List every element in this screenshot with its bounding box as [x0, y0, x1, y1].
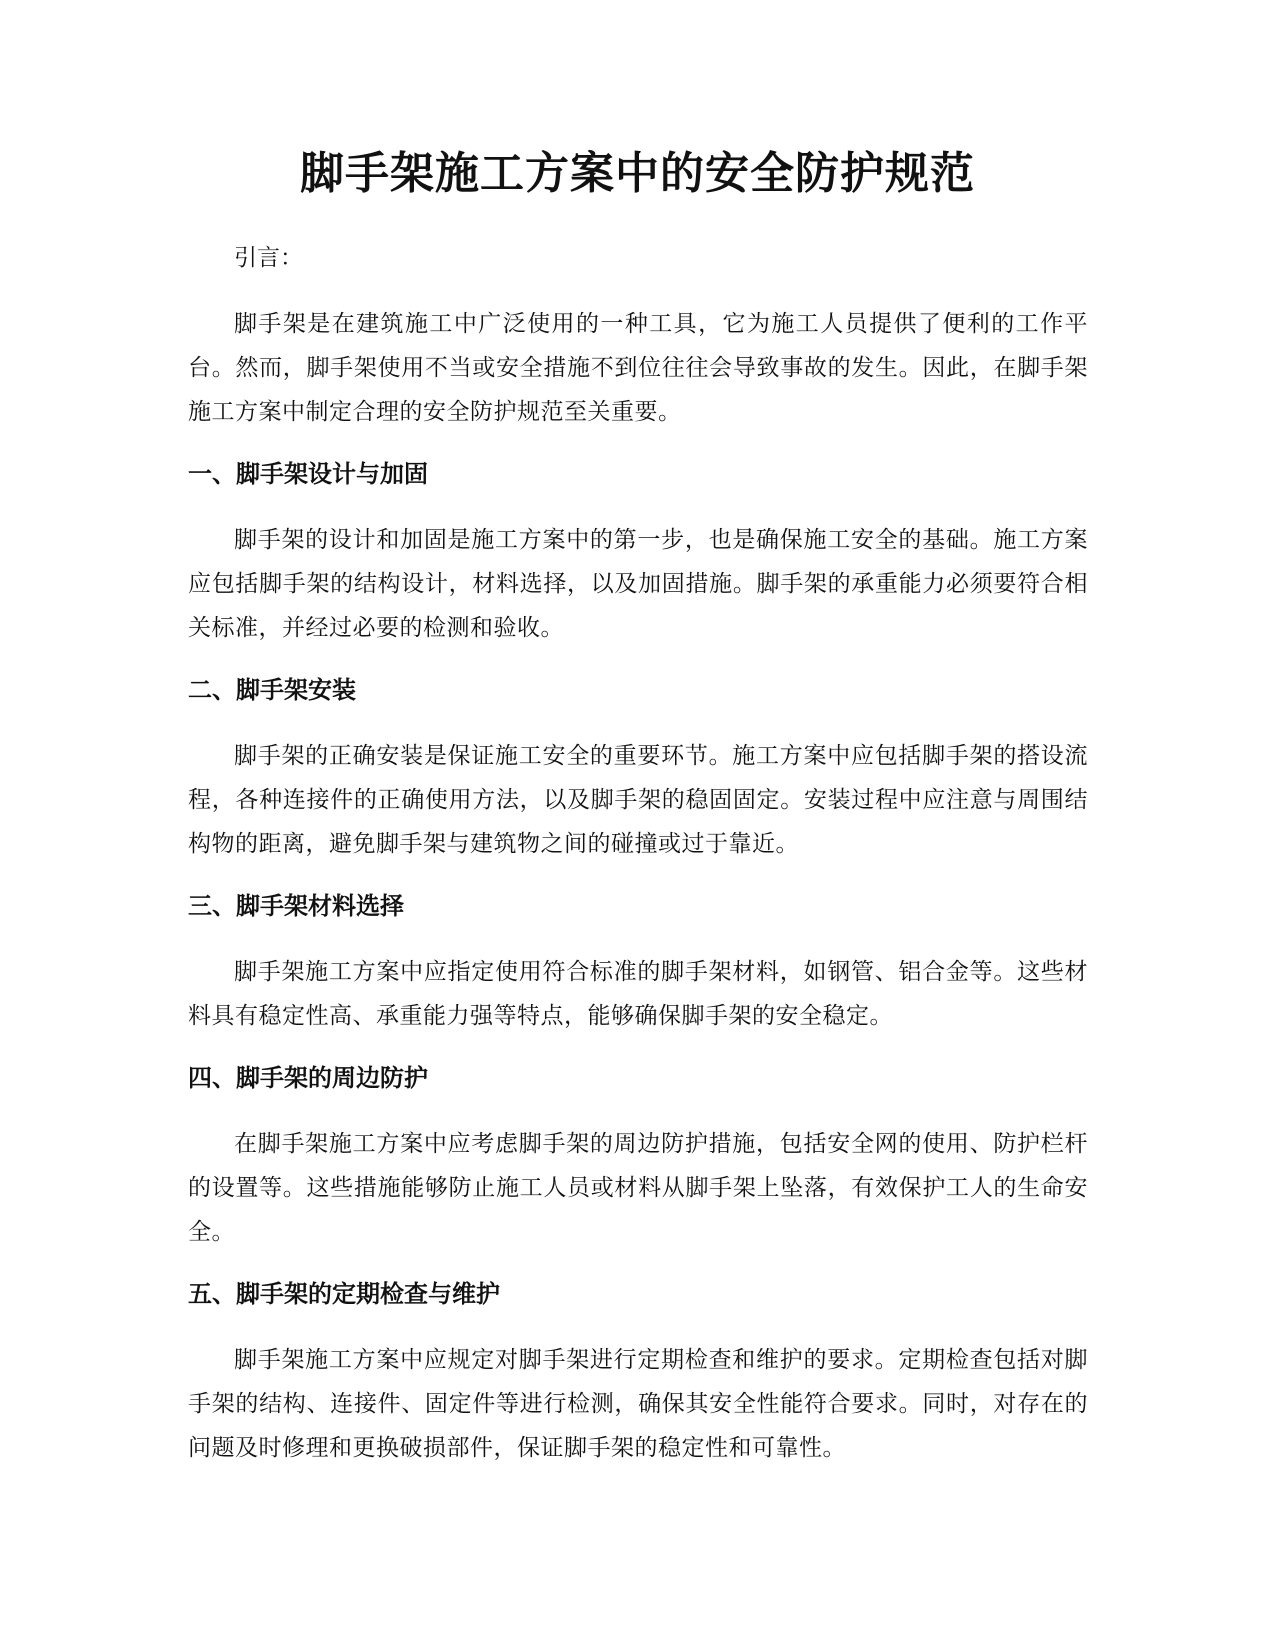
section-body-1: 脚手架的设计和加固是施工方案中的第一步，也是确保施工安全的基础。施工方案应包括脚手架的结构设计，材料选择，以及加固措施。脚手架的承重能力必须要符合相关标准，并经过必要的检测和验收。 — [188, 527, 1088, 641]
section-body-5: 脚手架施工方案中应规定对脚手架进行定期检查和维护的要求。定期检查包括对脚手架的结构、连接件、固定件等进行检测，确保其安全性能符合要求。同时，对存在的问题及时修理和更换破损部件，保证脚手架的稳定性和可靠性。 — [188, 1347, 1088, 1461]
document-body — [188, 236, 1088, 1490]
section-body-3: 脚手架施工方案中应指定使用符合标准的脚手架材料，如钢管、铝合金等。这些材料具有稳定性高、承重能力强等特点，能够确保脚手架的安全稳定。 — [188, 959, 1088, 1029]
document-title: 脚手架施工方案中的安全防护规范 — [300, 148, 975, 199]
section-heading-5: 五、脚手架的定期检查与维护 — [188, 1280, 500, 1308]
section-heading-1: 一、脚手架设计与加固 — [188, 460, 428, 488]
section-body-2: 脚手架的正确安装是保证施工安全的重要环节。施工方案中应包括脚手架的搭设流程，各种连接件的正确使用方法，以及脚手架的稳固固定。安装过程中应注意与周围结构物的距离，避免脚手架与建筑物之间的碰撞或过于靠近。 — [188, 743, 1088, 857]
intro-label: 引言： — [234, 245, 303, 271]
intro-paragraph: 脚手架是在建筑施工中广泛使用的一种工具，它为施工人员提供了便利的工作平台。然而，脚手架使用不当或安全措施不到位往往会导致事故的发生。因此，在脚手架施工方案中制定合理的安全防护规范至关重要。 — [188, 311, 1088, 425]
section-heading-2: 二、脚手架安装 — [188, 676, 356, 704]
section-heading-3: 三、脚手架材料选择 — [188, 892, 404, 920]
section-body-4: 在脚手架施工方案中应考虑脚手架的周边防护措施，包括安全网的使用、防护栏杆的设置等。这些措施能够防止施工人员或材料从脚手架上坠落，有效保护工人的生命安全。 — [188, 1131, 1088, 1245]
section-heading-4: 四、脚手架的周边防护 — [188, 1064, 428, 1092]
